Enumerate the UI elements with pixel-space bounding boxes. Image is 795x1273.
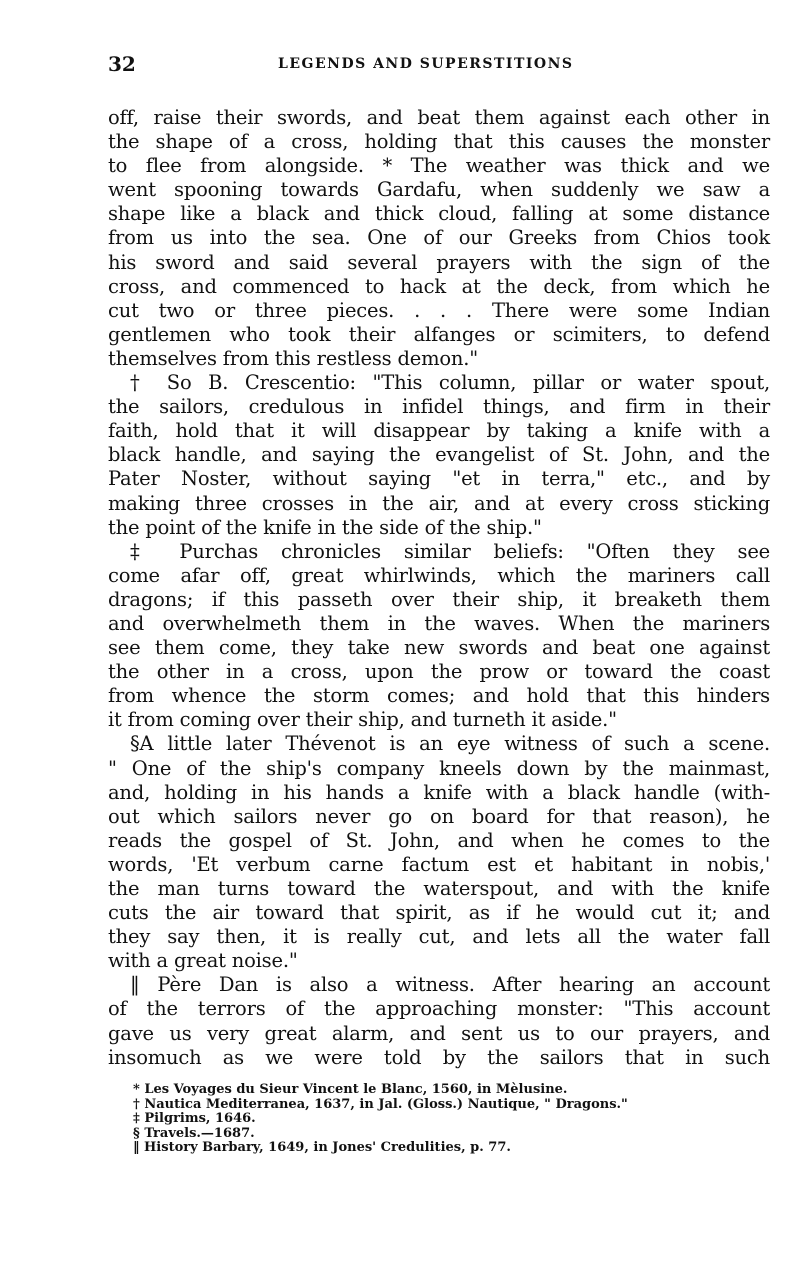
text-line: out which sailors never go on board for that reason), he xyxy=(108,804,770,828)
footnote: * Les Voyages du Sieur Vincent le Blanc, 1560, in Mèlusine. xyxy=(133,1082,568,1097)
text-line: it from coming over their ship, and turneth it aside." xyxy=(108,708,617,732)
text-line: with a great noise." xyxy=(108,949,298,973)
text-line: insomuch as we were told by the sailors that in such xyxy=(108,1045,770,1069)
text-line: faith, hold that it will disappear by taking a knife with a xyxy=(108,419,770,443)
running-header xyxy=(108,52,770,78)
text-line: come afar off, great whirlwinds, which the mariners call xyxy=(108,563,770,587)
text-line: words, 'Et verbum carne factum est et habitant in nobis,' xyxy=(108,852,770,876)
footnotes xyxy=(133,1083,733,1156)
text-line: making three crosses in the air, and at every cross sticking xyxy=(108,491,770,515)
body-text xyxy=(108,106,770,1070)
text-line: went spooning towards Gardafu, when suddenly we saw a xyxy=(108,178,770,202)
footnote: ‡ Pilgrims, 1646. xyxy=(133,1111,256,1126)
text-line: the shape of a cross, holding that this causes the monster xyxy=(108,130,770,154)
text-line: shape like a black and thick cloud, falling at some distance xyxy=(108,202,770,226)
footnote: † Nautica Mediterranea, 1637, in Jal. (Gloss.) Nautique, " Dragons." xyxy=(133,1096,628,1112)
text-line: from us into the sea. One of our Greeks from Chios took xyxy=(108,226,770,250)
text-line: reads the gospel of St. John, and when he comes to the xyxy=(108,828,770,852)
text-line: the point of the knife in the side of the ship." xyxy=(108,515,542,539)
text-line: themselves from this restless demon." xyxy=(108,346,479,370)
text-line: cross, and commenced to hack at the deck, from which he xyxy=(108,274,770,298)
text-line: to flee from alongside. * The weather was thick and we xyxy=(108,154,770,178)
page-number: 32 xyxy=(108,52,136,76)
text-line: off, raise their swords, and beat them against each other in xyxy=(108,106,770,129)
text-line: the sailors, credulous in infidel things, and firm in their xyxy=(108,395,770,419)
text-line: Pater Noster, without saying "et in terra," etc., and by xyxy=(108,467,770,491)
text-line: cut two or three pieces. . . . There were some Indian xyxy=(108,298,770,322)
text-line: dragons; if this passeth over their ship, it breaketh them xyxy=(108,587,770,611)
text-line: " One of the ship's company kneels down by the mainmast, xyxy=(108,756,770,780)
text-line: gentlemen who took their alfanges or scimiters, to defend xyxy=(108,322,770,346)
text-line: and overwhelmeth them in the waves. When the mariners xyxy=(108,611,770,635)
text-line: gave us very great alarm, and sent us to our prayers, and xyxy=(108,1021,770,1045)
text-line: of the terrors of the approaching monster: "This account xyxy=(108,997,770,1021)
text-line: and, holding in his hands a knife with a black handle (with- xyxy=(108,780,770,804)
text-line: † So B. Crescentio: "This column, pillar or water spout, xyxy=(130,371,770,395)
footnote: § Travels.—1687. xyxy=(133,1125,255,1141)
text-line: from whence the storm comes; and hold that this hinders xyxy=(108,684,770,708)
text-line: see them come, they take new swords and beat one against xyxy=(108,636,770,660)
text-line: they say then, it is really cut, and lets all the water fall xyxy=(108,925,770,949)
text-line: the other in a cross, upon the prow or toward the coast xyxy=(108,660,770,684)
text-line: §A little later Thévenot is an eye witness of such a scene. xyxy=(130,732,770,756)
text-line: his sword and said several prayers with the sign of the xyxy=(108,250,770,274)
text-line: black handle, and saying the evangelist of St. John, and the xyxy=(108,443,770,467)
text-line: the man turns toward the waterspout, and with the knife xyxy=(108,877,770,900)
running-title: LEGENDS AND SUPERSTITIONS xyxy=(278,56,574,72)
footnote: ‖ History Barbary, 1649, in Jones' Credulities, p. 77. xyxy=(133,1140,511,1155)
text-line: ‡ Purchas chronicles similar beliefs: "Often they see xyxy=(130,539,770,563)
text-line: cuts the air toward that spirit, as if he would cut it; and xyxy=(108,901,770,925)
text-line: ‖ Père Dan is also a witness. After hearing an account xyxy=(130,973,770,997)
